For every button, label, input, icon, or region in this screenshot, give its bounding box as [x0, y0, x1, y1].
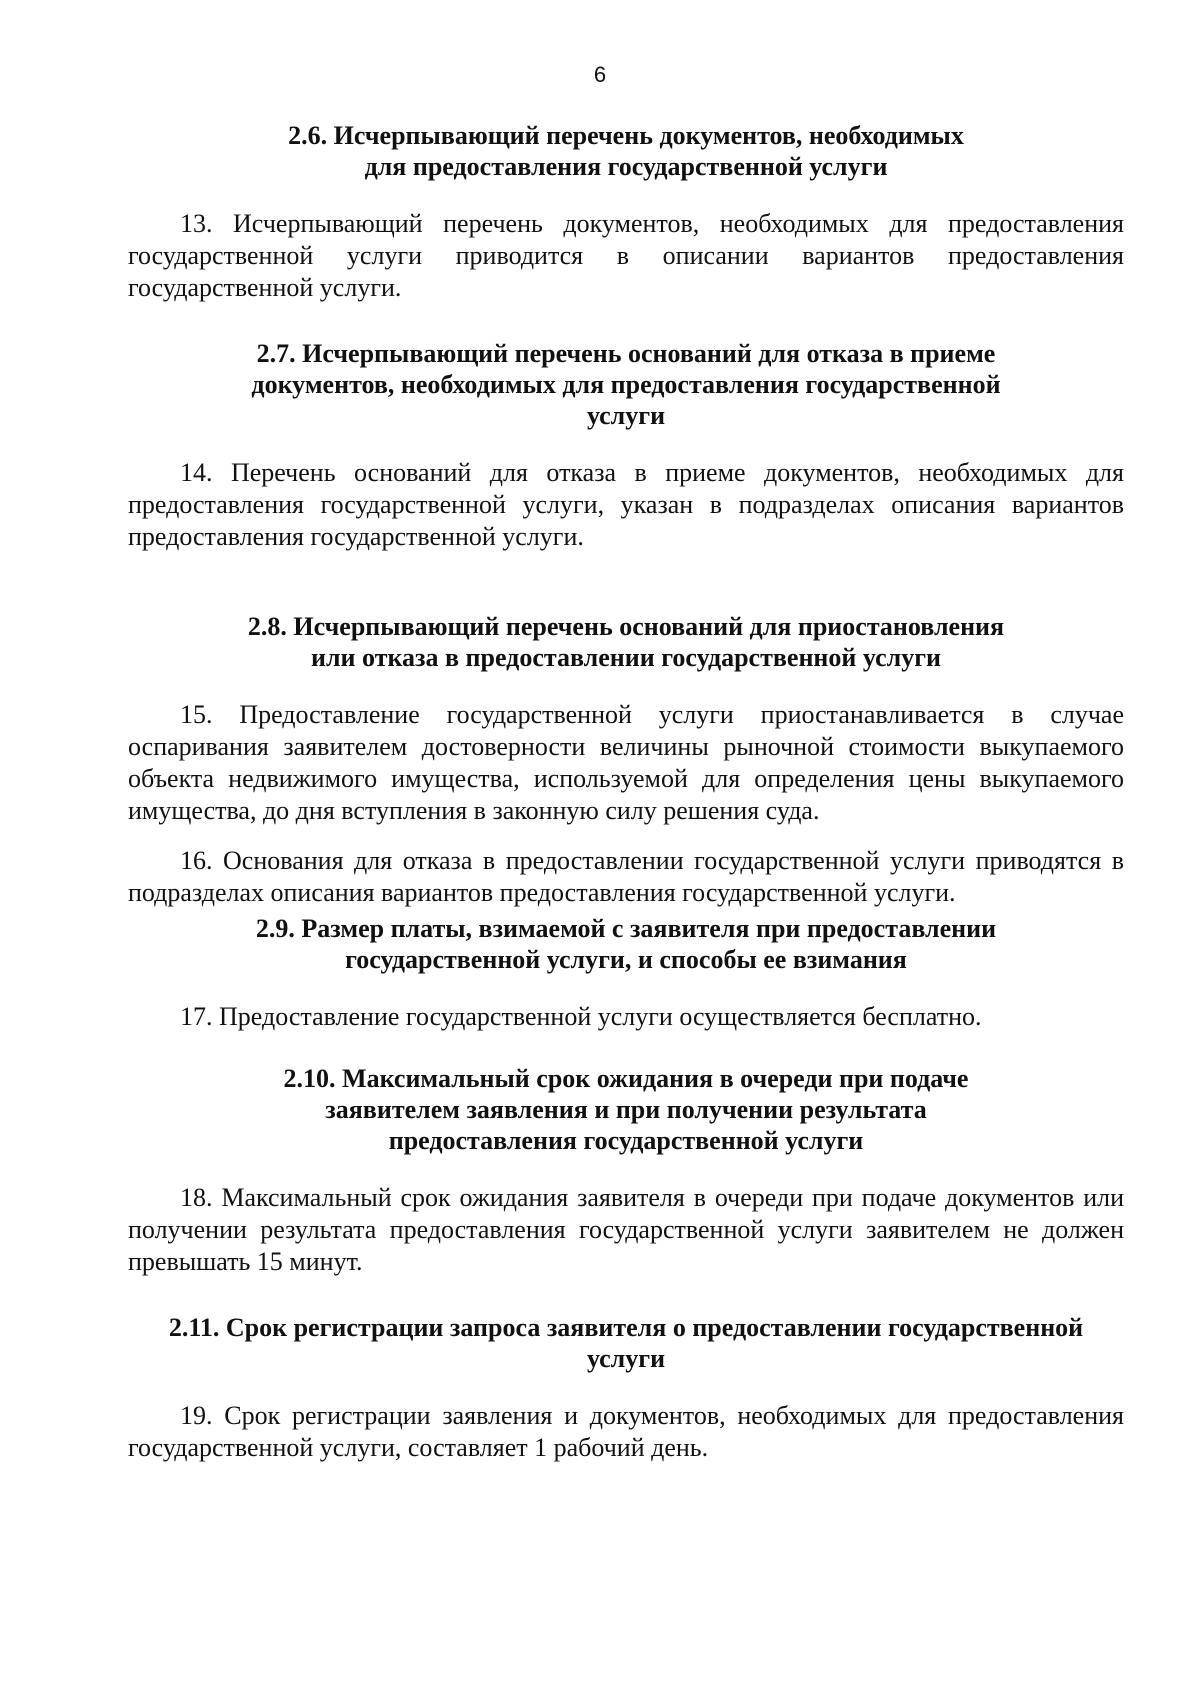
heading-line: услуги	[586, 1344, 666, 1373]
heading-line: 2.9. Размер платы, взимаемой с заявителя при предоставлении	[255, 914, 997, 943]
heading-line: 2.7. Исчерпывающий перечень оснований для отказа в приеме	[256, 339, 996, 368]
heading-line: документов, необходимых для предоставления государственной	[251, 370, 1001, 399]
heading-line: услуги	[586, 401, 666, 430]
heading-line: 2.10. Максимальный срок ожидания в очереди при подаче	[283, 1064, 969, 1093]
paragraph-16: 16. Основания для отказа в предоставлении государственной услуги приводятся в подразделах описания вариантов предоставления государственной услуги.	[128, 846, 1124, 907]
heading-line: 2.8. Исчерпывающий перечень оснований для приостановления	[247, 612, 1005, 641]
heading-line: или отказа в предоставлении государственной услуги	[310, 643, 942, 672]
heading-line: предоставления государственной услуги	[388, 1126, 864, 1155]
paragraph-13: 13. Исчерпывающий перечень документов, необходимых для предоставления государственной услуги приводится в описании вариантов предоставления государственной услуги.	[128, 209, 1124, 302]
heading-line: 2.6. Исчерпывающий перечень документов, необходимых	[288, 121, 964, 150]
heading-line: 2.11. Срок регистрации запроса заявителя о предоставлении государственной	[168, 1313, 1084, 1342]
section-heading-2-8	[128, 611, 1124, 673]
paragraph-19: 19. Срок регистрации заявления и документов, необходимых для предоставления государственной услуги, составляет 1 рабочий день.	[128, 1401, 1124, 1462]
heading-line: государственной услуги, и способы ее взимания	[345, 945, 907, 974]
heading-line: для предоставления государственной услуги	[364, 152, 888, 181]
paragraph-14: 14. Перечень оснований для отказа в приеме документов, необходимых для предоставления государственной услуги, указан в подразделах описания вариантов предоставления государственной услуги.	[128, 458, 1124, 551]
page-number: 6	[593, 62, 607, 87]
heading-line: заявителем заявления и при получении результата	[325, 1095, 927, 1124]
section-heading-2-7	[128, 338, 1124, 431]
paragraph-15: 15. Предоставление государственной услуги приостанавливается в случае оспаривания заявителем достоверности величины рыночной стоимости выкупаемого объекта недвижимого имущества, используемой для определения цены выкупаемого имущества, до дня вступления в законную силу решения суда.	[128, 700, 1124, 825]
section-heading-2-10	[128, 1063, 1124, 1156]
section-heading-2-6	[128, 120, 1124, 182]
section-heading-2-9	[128, 913, 1124, 975]
section-heading-2-11	[128, 1312, 1124, 1374]
document-body	[128, 120, 1124, 1464]
paragraph-17: 17. Предоставление государственной услуги осуществляется бесплатно.	[180, 1002, 982, 1031]
paragraph-18: 18. Максимальный срок ожидания заявителя в очереди при подаче документов или получении результата предоставления государственной услуги заявителем не должен превышать 15 минут.	[128, 1183, 1124, 1276]
